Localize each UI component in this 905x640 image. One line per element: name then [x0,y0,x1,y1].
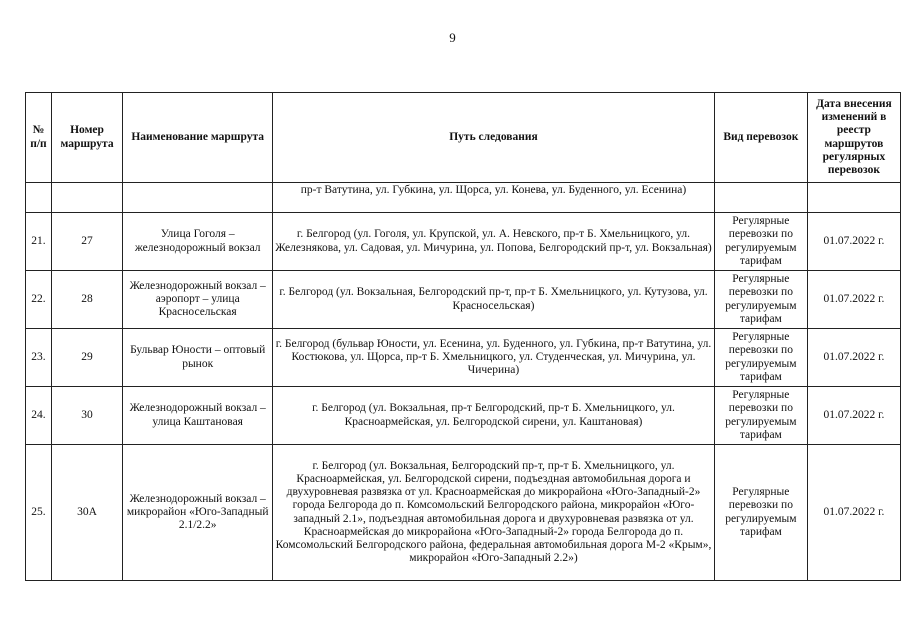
cell-transport-type: Регулярные перевозки по регулируемым тарифам [714,445,807,581]
cell-path: г. Белгород (ул. Вокзальная, Белгородский пр-т, пр-т Б. Хмельницкого, ул. Красноармейская, ул. Белгородской сирени, подъездная автомобильная дорога и двухуровневая развязка от ул. Красноармейская до микрорайона «Юго-Западный-2» города Белгорода до п. Комсомольский Белгородского района, микрорайон «Юго-западный 2.1», подъездная автомобильная дорога и двухуровневая развязка от ул. Красноармейская до микрорайона «Юго-Западный-2» города Белгорода до п. Комсомольский Белгородского района, федеральная автомобильная дорога М-2 «Крым», микрорайон «Юго-Западный 2.2») [273,445,715,581]
cell-date: 01.07.2022 г. [807,271,900,329]
cell-transport-type [714,183,807,213]
header-date: Дата внесения изменений в реестр маршрутов регулярных перевозок [807,93,900,183]
cell-route-name [123,183,273,213]
cell-path: г. Белгород (бульвар Юности, ул. Есенина, ул. Буденного, ул. Губкина, пр-т Ватутина, ул. Костюкова, ул. Щорса, пр-т Б. Хмельницкого, ул. Студенческая, ул. Мичурина, ул. Чичерина) [273,329,715,387]
table-header-row [26,93,901,183]
page-number: 9 [449,30,456,45]
header-route-name: Наименование маршрута [123,93,273,183]
cell-route-number: 29 [51,329,122,387]
cell-date: 01.07.2022 г. [807,387,900,445]
cell-path: г. Белгород (ул. Вокзальная, Белгородский пр-т, пр-т Б. Хмельницкого, ул. Кутузова, ул. Красносельская) [273,271,715,329]
cell-route-number: 28 [51,271,122,329]
cell-route-name: Бульвар Юности – оптовый рынок [123,329,273,387]
cell-route-number: 30 [51,387,122,445]
cell-num: 22. [26,271,52,329]
table-row-continuation [26,183,901,213]
cell-route-name: Железнодорожный вокзал – улица Каштановая [123,387,273,445]
table-row [26,271,901,329]
cell-num: 24. [26,387,52,445]
cell-transport-type: Регулярные перевозки по регулируемым тарифам [714,213,807,271]
cell-route-name: Железнодорожный вокзал – микрорайон «Юго-Западный 2.1/2.2» [123,445,273,581]
cell-date: 01.07.2022 г. [807,329,900,387]
cell-date: 01.07.2022 г. [807,213,900,271]
cell-path: г. Белгород (ул. Вокзальная, пр-т Белгородский, пр-т Б. Хмельницкого, ул. Красноармейская, ул. Белгородской сирени, ул. Каштановая) [273,387,715,445]
routes-table [25,92,901,581]
header-route-number: Номер маршрута [51,93,122,183]
cell-route-number: 27 [51,213,122,271]
cell-transport-type: Регулярные перевозки по регулируемым тарифам [714,329,807,387]
cell-date: 01.07.2022 г. [807,445,900,581]
cell-route-number [51,183,122,213]
cell-date [807,183,900,213]
cell-transport-type: Регулярные перевозки по регулируемым тарифам [714,271,807,329]
header-transport-type: Вид перевозок [714,93,807,183]
table-row [26,445,901,581]
table-row [26,387,901,445]
cell-num: 25. [26,445,52,581]
header-path: Путь следования [273,93,715,183]
cell-path: г. Белгород (ул. Гоголя, ул. Крупской, ул. А. Невского, пр-т Б. Хмельницкого, ул. Железнякова, ул. Садовая, ул. Мичурина, ул. Попова, Белгородский пр-т, ул. Вокзальная) [273,213,715,271]
cell-num [26,183,52,213]
table-row [26,329,901,387]
header-num: № п/п [26,93,52,183]
table-row [26,213,901,271]
cell-num: 23. [26,329,52,387]
cell-route-number: 30А [51,445,122,581]
cell-route-name: Железнодорожный вокзал – аэропорт – улица Красносельская [123,271,273,329]
cell-path: пр-т Ватутина, ул. Губкина, ул. Щорса, ул. Конева, ул. Буденного, ул. Есенина) [273,183,715,213]
cell-num: 21. [26,213,52,271]
cell-route-name: Улица Гоголя – железнодорожный вокзал [123,213,273,271]
cell-transport-type: Регулярные перевозки по регулируемым тарифам [714,387,807,445]
